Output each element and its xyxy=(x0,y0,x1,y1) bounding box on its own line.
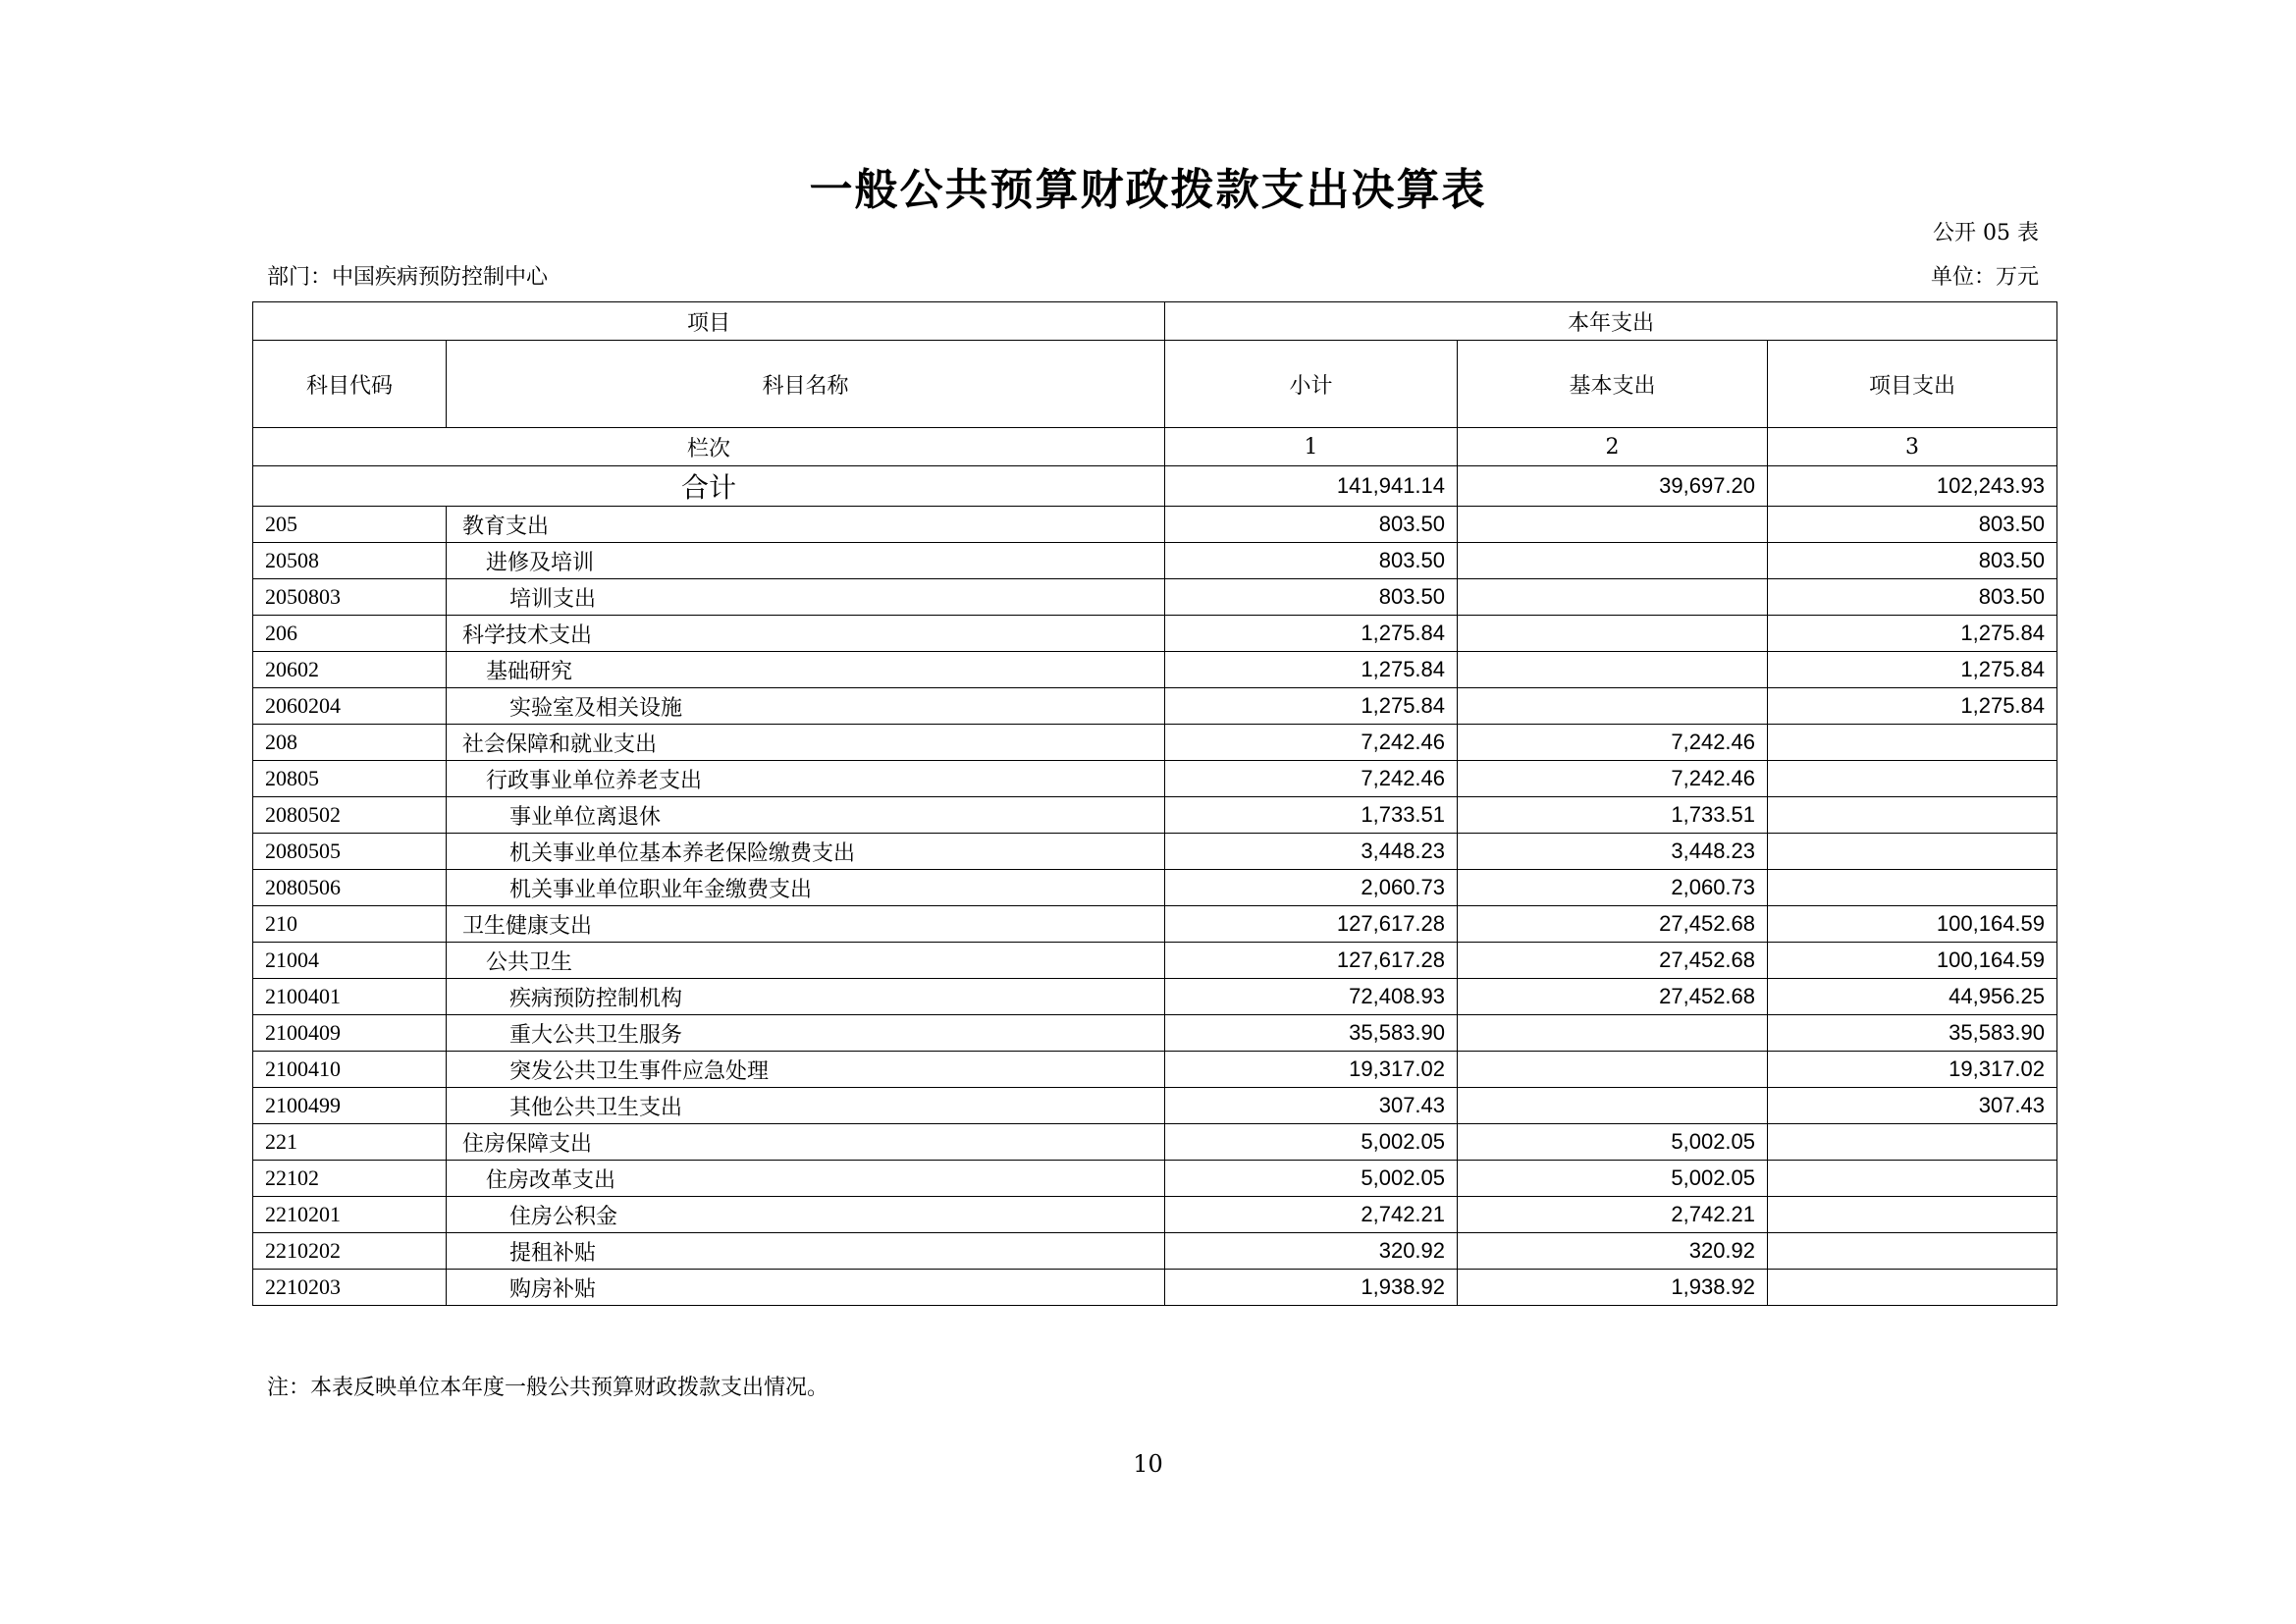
row-code: 2080502 xyxy=(253,797,447,834)
row-basic: 5,002.05 xyxy=(1458,1161,1768,1197)
row-name: 卫生健康支出 xyxy=(447,906,1165,943)
table-row xyxy=(253,579,2057,616)
row-code: 206 xyxy=(253,616,447,652)
row-subtotal: 127,617.28 xyxy=(1165,906,1458,943)
row-subtotal: 1,733.51 xyxy=(1165,797,1458,834)
table-row xyxy=(253,906,2057,943)
total-project: 102,243.93 xyxy=(1768,466,2057,507)
row-code: 208 xyxy=(253,725,447,761)
row-basic xyxy=(1458,688,1768,725)
header-subtotal: 小计 xyxy=(1165,341,1458,428)
row-subtotal: 35,583.90 xyxy=(1165,1015,1458,1052)
row-basic xyxy=(1458,652,1768,688)
row-basic: 27,452.68 xyxy=(1458,943,1768,979)
row-name: 其他公共卫生支出 xyxy=(447,1088,1165,1124)
row-basic xyxy=(1458,543,1768,579)
row-project xyxy=(1768,834,2057,870)
row-subtotal: 307.43 xyxy=(1165,1088,1458,1124)
row-basic: 27,452.68 xyxy=(1458,906,1768,943)
row-subtotal: 5,002.05 xyxy=(1165,1124,1458,1161)
row-project xyxy=(1768,1124,2057,1161)
row-name: 事业单位离退休 xyxy=(447,797,1165,834)
row-basic: 2,060.73 xyxy=(1458,870,1768,906)
row-subtotal: 803.50 xyxy=(1165,543,1458,579)
row-name: 住房保障支出 xyxy=(447,1124,1165,1161)
row-subtotal: 1,938.92 xyxy=(1165,1270,1458,1306)
row-name: 培训支出 xyxy=(447,579,1165,616)
row-name: 行政事业单位养老支出 xyxy=(447,761,1165,797)
row-basic xyxy=(1458,1088,1768,1124)
row-project: 19,317.02 xyxy=(1768,1052,2057,1088)
row-basic: 320.92 xyxy=(1458,1233,1768,1270)
row-project: 100,164.59 xyxy=(1768,906,2057,943)
table-row xyxy=(253,543,2057,579)
row-basic xyxy=(1458,507,1768,543)
row-name: 科学技术支出 xyxy=(447,616,1165,652)
table-row xyxy=(253,797,2057,834)
row-subtotal: 3,448.23 xyxy=(1165,834,1458,870)
row-name: 机关事业单位基本养老保险缴费支出 xyxy=(447,834,1165,870)
row-name: 基础研究 xyxy=(447,652,1165,688)
table-row xyxy=(253,834,2057,870)
row-name: 公共卫生 xyxy=(447,943,1165,979)
table-note: 注：本表反映单位本年度一般公共预算财政拨款支出情况。 xyxy=(267,1376,829,1400)
row-subtotal: 7,242.46 xyxy=(1165,761,1458,797)
row-subtotal: 2,742.21 xyxy=(1165,1197,1458,1233)
row-basic xyxy=(1458,616,1768,652)
row-name: 社会保障和就业支出 xyxy=(447,725,1165,761)
row-name: 进修及培训 xyxy=(447,543,1165,579)
total-subtotal: 141,941.14 xyxy=(1165,466,1458,507)
row-project xyxy=(1768,1270,2057,1306)
row-basic: 7,242.46 xyxy=(1458,725,1768,761)
row-basic xyxy=(1458,1052,1768,1088)
row-code: 205 xyxy=(253,507,447,543)
table-row xyxy=(253,616,2057,652)
expenditure-table xyxy=(252,301,2057,1306)
row-code: 21004 xyxy=(253,943,447,979)
unit-label: 单位：万元 xyxy=(1930,265,2039,290)
row-name: 重大公共卫生服务 xyxy=(447,1015,1165,1052)
row-subtotal: 803.50 xyxy=(1165,579,1458,616)
row-subtotal: 1,275.84 xyxy=(1165,652,1458,688)
row-code: 2100499 xyxy=(253,1088,447,1124)
header-project-expenditure: 项目支出 xyxy=(1768,341,2057,428)
row-basic: 2,742.21 xyxy=(1458,1197,1768,1233)
row-project: 35,583.90 xyxy=(1768,1015,2057,1052)
row-project: 803.50 xyxy=(1768,543,2057,579)
department-label: 部门：中国疾病预防控制中心 xyxy=(267,265,549,290)
page-title: 一般公共预算财政拨款支出决算表 xyxy=(809,165,1487,215)
header-basic: 基本支出 xyxy=(1458,341,1768,428)
row-name: 机关事业单位职业年金缴费支出 xyxy=(447,870,1165,906)
row-name: 住房公积金 xyxy=(447,1197,1165,1233)
row-subtotal: 2,060.73 xyxy=(1165,870,1458,906)
table-row xyxy=(253,1015,2057,1052)
row-code: 2060204 xyxy=(253,688,447,725)
header-row-top xyxy=(253,302,2057,341)
row-project: 1,275.84 xyxy=(1768,688,2057,725)
row-subtotal: 803.50 xyxy=(1165,507,1458,543)
row-code: 20805 xyxy=(253,761,447,797)
row-project: 1,275.84 xyxy=(1768,616,2057,652)
row-code: 2100410 xyxy=(253,1052,447,1088)
row-subtotal: 72,408.93 xyxy=(1165,979,1458,1015)
row-code: 20508 xyxy=(253,543,447,579)
row-basic: 27,452.68 xyxy=(1458,979,1768,1015)
row-project xyxy=(1768,761,2057,797)
header-code: 科目代码 xyxy=(253,341,447,428)
total-label: 合计 xyxy=(253,466,1165,507)
table-row xyxy=(253,1124,2057,1161)
header-project: 项目 xyxy=(253,302,1165,341)
header-column-index: 栏次 xyxy=(253,428,1165,466)
row-code: 2210202 xyxy=(253,1233,447,1270)
row-subtotal: 320.92 xyxy=(1165,1233,1458,1270)
table-row xyxy=(253,1233,2057,1270)
row-basic xyxy=(1458,1015,1768,1052)
row-project xyxy=(1768,870,2057,906)
row-code: 2100409 xyxy=(253,1015,447,1052)
row-name: 实验室及相关设施 xyxy=(447,688,1165,725)
header-col2: 2 xyxy=(1458,428,1768,466)
row-basic: 1,733.51 xyxy=(1458,797,1768,834)
table-row xyxy=(253,1197,2057,1233)
row-subtotal: 1,275.84 xyxy=(1165,616,1458,652)
form-number: 公开 05 表 xyxy=(1933,221,2039,245)
row-project xyxy=(1768,725,2057,761)
row-name: 疾病预防控制机构 xyxy=(447,979,1165,1015)
row-project: 803.50 xyxy=(1768,579,2057,616)
table-row xyxy=(253,725,2057,761)
header-col1: 1 xyxy=(1165,428,1458,466)
row-basic: 3,448.23 xyxy=(1458,834,1768,870)
row-subtotal: 5,002.05 xyxy=(1165,1161,1458,1197)
row-project xyxy=(1768,1233,2057,1270)
row-code: 2210201 xyxy=(253,1197,447,1233)
total-basic: 39,697.20 xyxy=(1458,466,1768,507)
table-row xyxy=(253,761,2057,797)
header-current-year: 本年支出 xyxy=(1165,302,2057,341)
row-project xyxy=(1768,1197,2057,1233)
row-subtotal: 127,617.28 xyxy=(1165,943,1458,979)
row-project xyxy=(1768,1161,2057,1197)
row-subtotal: 19,317.02 xyxy=(1165,1052,1458,1088)
table-row xyxy=(253,943,2057,979)
row-project: 44,956.25 xyxy=(1768,979,2057,1015)
row-code: 22102 xyxy=(253,1161,447,1197)
row-basic: 7,242.46 xyxy=(1458,761,1768,797)
table-row xyxy=(253,1088,2057,1124)
row-basic xyxy=(1458,579,1768,616)
header-row-index xyxy=(253,428,2057,466)
row-subtotal: 7,242.46 xyxy=(1165,725,1458,761)
total-row xyxy=(253,466,2057,507)
row-code: 2080506 xyxy=(253,870,447,906)
page-number: 10 xyxy=(1133,1450,1163,1478)
row-basic: 5,002.05 xyxy=(1458,1124,1768,1161)
table-row xyxy=(253,688,2057,725)
row-code: 2100401 xyxy=(253,979,447,1015)
row-code: 20602 xyxy=(253,652,447,688)
row-name: 提租补贴 xyxy=(447,1233,1165,1270)
table-row xyxy=(253,979,2057,1015)
row-project: 100,164.59 xyxy=(1768,943,2057,979)
row-code: 2210203 xyxy=(253,1270,447,1306)
header-col3: 3 xyxy=(1768,428,2057,466)
row-name: 突发公共卫生事件应急处理 xyxy=(447,1052,1165,1088)
table-row xyxy=(253,1161,2057,1197)
row-code: 221 xyxy=(253,1124,447,1161)
table-row xyxy=(253,1052,2057,1088)
table-row xyxy=(253,870,2057,906)
row-code: 2050803 xyxy=(253,579,447,616)
table-row xyxy=(253,507,2057,543)
row-subtotal: 1,275.84 xyxy=(1165,688,1458,725)
row-code: 210 xyxy=(253,906,447,943)
row-basic: 1,938.92 xyxy=(1458,1270,1768,1306)
row-code: 2080505 xyxy=(253,834,447,870)
row-project xyxy=(1768,797,2057,834)
row-name: 住房改革支出 xyxy=(447,1161,1165,1197)
header-row-columns xyxy=(253,341,2057,428)
row-project: 307.43 xyxy=(1768,1088,2057,1124)
row-name: 教育支出 xyxy=(447,507,1165,543)
table-row xyxy=(253,1270,2057,1306)
header-name: 科目名称 xyxy=(447,341,1165,428)
row-name: 购房补贴 xyxy=(447,1270,1165,1306)
table-row xyxy=(253,652,2057,688)
row-project: 803.50 xyxy=(1768,507,2057,543)
row-project: 1,275.84 xyxy=(1768,652,2057,688)
